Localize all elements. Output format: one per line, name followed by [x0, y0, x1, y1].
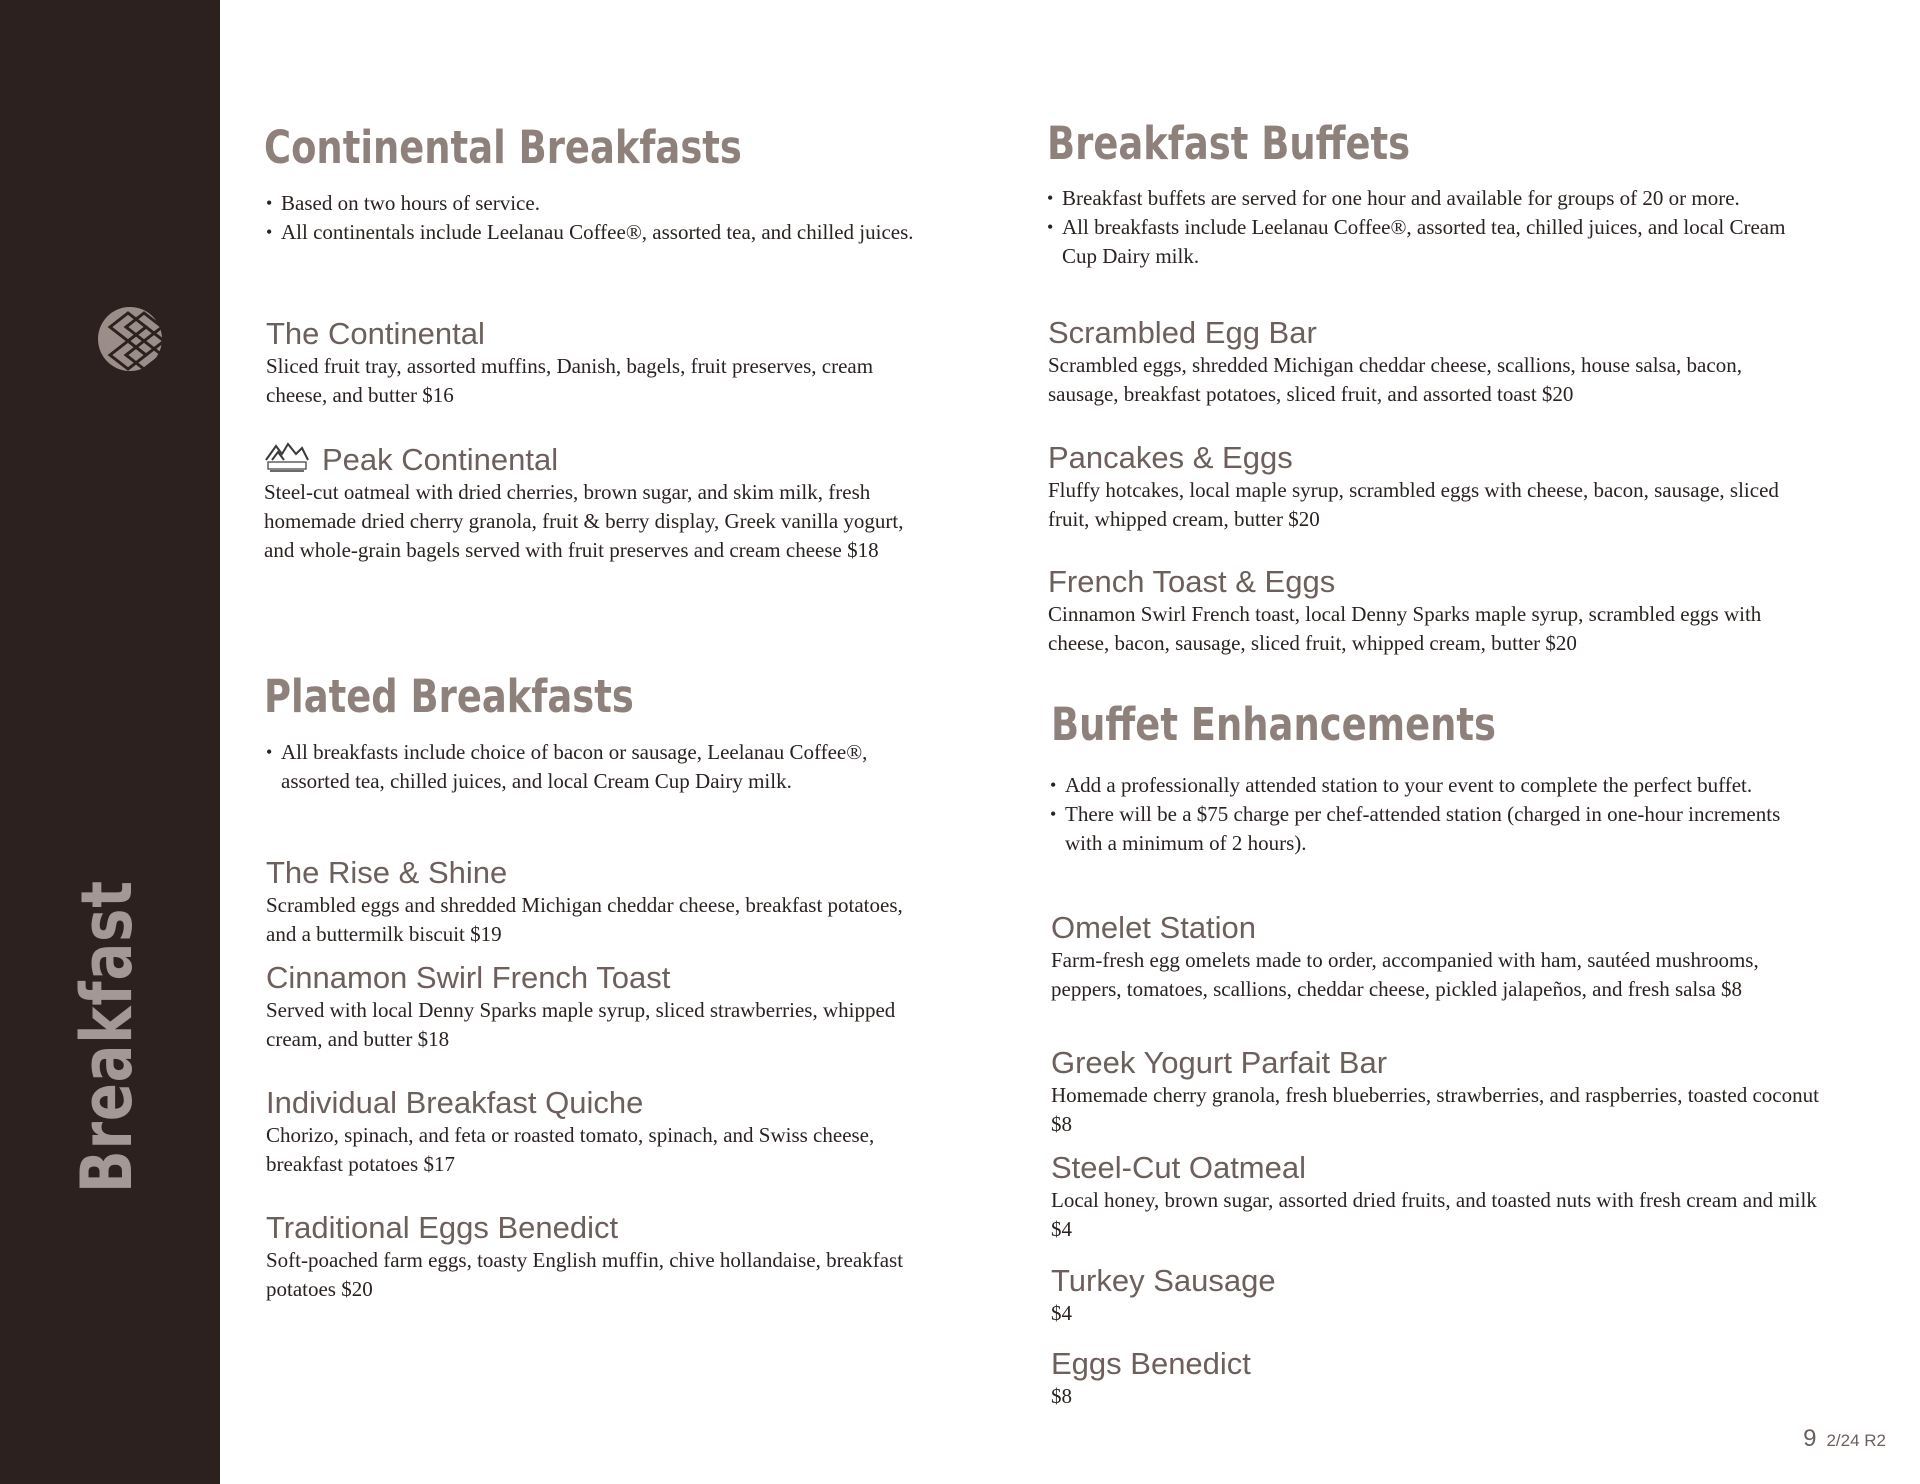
menu-item-omelet-station: [1051, 911, 1811, 1004]
revision-code: 2/24 R2: [1826, 1431, 1886, 1450]
menu-item-the-continental: [266, 317, 886, 410]
item-title: The Continental: [266, 316, 485, 351]
menu-item-cinnamon-swirl-french-toast: [266, 961, 906, 1054]
item-description: Steel-cut oatmeal with dried cherries, brown sugar, and skim milk, fresh homemade dried cherry granola, fruit & berry display, Greek vanilla yogurt, and whole-grain bagels served with fruit preserves and cream cheese $18: [264, 480, 904, 562]
bullet-item: • There will be a $75 charge per chef-attended station (charged in one-hour increments with a minimum of 2 hours).: [1050, 800, 1790, 858]
menu-item-peak-continental: [264, 440, 904, 565]
item-description: Chorizo, spinach, and feta or roasted tomato, spinach, and Swiss cheese, breakfast potatoes $17: [266, 1123, 875, 1176]
menu-item-eggs-benedict: [1051, 1347, 1751, 1411]
section-title-continental: Continental Breakfasts: [264, 121, 742, 174]
item-title: The Rise & Shine: [266, 855, 508, 890]
menu-item-greek-yogurt-parfait-bar: [1051, 1046, 1821, 1139]
bullet-item: • Add a professionally attended station to your event to complete the perfect buffet.: [1050, 771, 1790, 800]
item-title: Individual Breakfast Quiche: [266, 1085, 644, 1120]
plated-notes: [266, 738, 906, 796]
bullet-item: • All breakfasts include Leelanau Coffee®, assorted tea, chilled juices, and local Cream Cup Dairy milk.: [1047, 213, 1797, 271]
section-title-enhancements: Buffet Enhancements: [1051, 698, 1496, 751]
item-title: Cinnamon Swirl French Toast: [266, 960, 671, 995]
menu-item-scrambled-egg-bar: [1048, 316, 1788, 409]
bullet-item: • Breakfast buffets are served for one hour and available for groups of 20 or more.: [1047, 184, 1797, 213]
section-title-plated: Plated Breakfasts: [264, 670, 634, 723]
item-title: Pancakes & Eggs: [1048, 440, 1293, 475]
menu-item-breakfast-quiche: [266, 1086, 906, 1179]
item-description: Scrambled eggs and shredded Michigan cheddar cheese, breakfast potatoes, and a buttermilk biscuit $19: [266, 893, 903, 946]
menu-item-rise-and-shine: [266, 856, 906, 949]
item-description: $8: [1051, 1384, 1072, 1408]
page-number: 9: [1803, 1425, 1817, 1452]
menu-item-french-toast-and-eggs: [1048, 565, 1788, 658]
enhancements-notes: [1050, 771, 1790, 858]
item-description: Fluffy hotcakes, local maple syrup, scrambled eggs with cheese, bacon, sausage, sliced fruit, whipped cream, butter $20: [1048, 478, 1779, 531]
peak-logo-icon: [264, 440, 310, 474]
item-title: Turkey Sausage: [1051, 1263, 1276, 1298]
item-description: Soft-poached farm eggs, toasty English muffin, chive hollandaise, breakfast potatoes $20: [266, 1248, 904, 1301]
item-title: Eggs Benedict: [1051, 1346, 1251, 1381]
item-description: Served with local Denny Sparks maple syrup, sliced strawberries, whipped cream, and butter $18: [266, 998, 896, 1051]
bullet-item: • Based on two hours of service.: [266, 189, 966, 218]
item-description: Cinnamon Swirl French toast, local Denny Sparks maple syrup, scrambled eggs with cheese, bacon, sausage, sliced fruit, whipped cream, butter $20: [1048, 602, 1762, 655]
sidebar-title: Breakfast: [66, 880, 148, 1193]
item-description: Homemade cherry granola, fresh blueberries, strawberries, and raspberries, toasted coconut $8: [1051, 1083, 1819, 1136]
continental-notes: [266, 189, 966, 247]
section-title-buffets: Breakfast Buffets: [1047, 117, 1411, 170]
item-description: Sliced fruit tray, assorted muffins, Danish, bagels, fruit preserves, cream cheese, and butter $16: [266, 354, 874, 407]
item-title: Omelet Station: [1051, 910, 1257, 945]
buffets-notes: [1047, 184, 1797, 271]
bullet-item: • All continentals include Leelanau Coffee®, assorted tea, and chilled juices.: [266, 218, 966, 247]
menu-item-turkey-sausage: [1051, 1264, 1751, 1328]
item-title: Scrambled Egg Bar: [1048, 315, 1317, 350]
item-description: Local honey, brown sugar, assorted dried fruits, and toasted nuts with fresh cream and milk $4: [1051, 1188, 1817, 1241]
item-title: Peak Continental: [322, 442, 559, 477]
item-title: Traditional Eggs Benedict: [266, 1210, 619, 1245]
menu-item-traditional-eggs-benedict: [266, 1211, 906, 1304]
item-description: Scrambled eggs, shredded Michigan cheddar cheese, scallions, house salsa, bacon, sausage, breakfast potatoes, sliced fruit, and assorted toast $20: [1048, 353, 1742, 406]
menu-item-pancakes-and-eggs: [1048, 441, 1788, 534]
page-footer: [1803, 1425, 1886, 1453]
item-title: French Toast & Eggs: [1048, 564, 1336, 599]
item-title: Greek Yogurt Parfait Bar: [1051, 1045, 1388, 1080]
menu-item-steel-cut-oatmeal: [1051, 1151, 1821, 1244]
pinecone-icon: [96, 303, 168, 375]
sidebar: [0, 0, 220, 1484]
item-title: Steel-Cut Oatmeal: [1051, 1150, 1306, 1185]
bullet-item: • All breakfasts include choice of bacon or sausage, Leelanau Coffee®, assorted tea, chilled juices, and local Cream Cup Dairy milk.: [266, 738, 906, 796]
item-description: Farm-fresh egg omelets made to order, accompanied with ham, sautéed mushrooms, peppers, tomatoes, scallions, cheddar cheese, pickled jalapeños, and fresh salsa $8: [1051, 948, 1759, 1001]
item-description: $4: [1051, 1301, 1072, 1325]
